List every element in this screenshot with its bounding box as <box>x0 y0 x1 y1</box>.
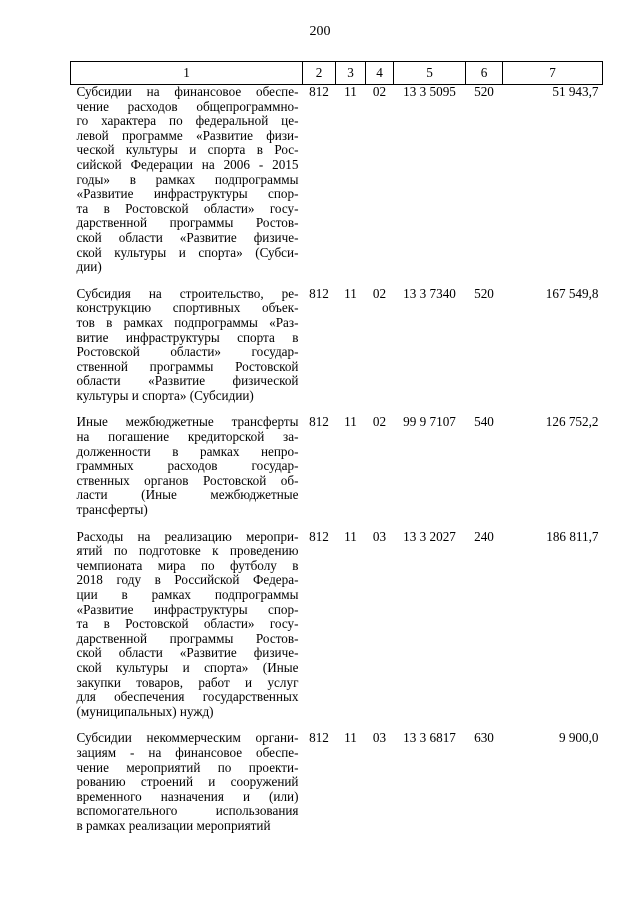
description-line: чемпионата мира по футболу в <box>76 557 299 573</box>
description-line: временного назначения и (или) <box>76 788 299 804</box>
row-description <box>71 85 303 287</box>
description-line: чение мероприятий по проекти- <box>76 759 299 775</box>
table-row <box>71 530 603 732</box>
description-line: ческой культуры и спорта в Рос- <box>76 142 299 158</box>
description-line: левой программе «Развитие физи- <box>76 127 299 143</box>
subsection-code: 02 <box>372 285 387 301</box>
description-line: ской области «Развитие физиче- <box>76 645 299 661</box>
description-line: трансферты) <box>76 502 148 518</box>
subsection-code: 02 <box>372 84 387 99</box>
section-code: 11 <box>344 285 357 301</box>
description-line: на погашение кредиторской за- <box>76 429 299 445</box>
description-line: дарственной программы Ростов- <box>76 215 299 231</box>
expense-type-code: 540 <box>474 414 494 430</box>
description-line: дии) <box>76 259 102 275</box>
description-line: «Развитие инфраструктуры спор- <box>76 601 299 617</box>
ministry-code: 812 <box>309 84 329 99</box>
description-line: сийской Федерации на 2006 - 2015 <box>76 156 299 172</box>
description-line: «Развитие инфраструктуры спор- <box>76 186 299 202</box>
table-row <box>71 85 603 287</box>
description-line: дарственной программы Ростов- <box>76 630 299 646</box>
description-line: граммных расходов государ- <box>76 458 299 474</box>
target-article-code: 13 3 7340 <box>403 285 456 301</box>
ministry-code: 812 <box>309 414 329 430</box>
description-line: Субсидия на строительство, ре- <box>76 285 299 301</box>
description-line: та в Ростовской области» госу- <box>76 616 299 632</box>
header-col-2: 2 <box>303 62 336 85</box>
description-line: чение расходов общепрограммно- <box>76 98 299 114</box>
description-line: (муниципальных) нужд) <box>76 703 214 719</box>
row-description <box>71 287 303 416</box>
description-line: рованию строений и сооружений <box>76 774 299 790</box>
amount: 9 900,0 <box>558 730 599 746</box>
description-line: ской культуры и спорта» (Иные <box>76 659 299 675</box>
description-line: тов в рамках подпрограммы «Раз- <box>76 314 299 330</box>
subsection-code: 03 <box>372 730 387 746</box>
section-code: 11 <box>344 414 357 430</box>
target-article-code: 13 3 5095 <box>403 84 456 99</box>
amount: 126 752,2 <box>545 414 599 430</box>
description-line: области «Развитие физической <box>76 373 299 389</box>
subsection-code: 03 <box>372 528 387 544</box>
header-col-6: 6 <box>466 62 503 85</box>
description-line: вспомогательного использования <box>76 803 299 819</box>
expense-type-code: 520 <box>474 84 494 99</box>
description-line: та в Ростовской области» госу- <box>76 200 299 216</box>
page-number: 200 <box>309 24 331 39</box>
section-code: 11 <box>344 84 357 99</box>
amount: 186 811,7 <box>546 528 599 544</box>
amount: 51 943,7 <box>552 84 599 99</box>
table-row <box>71 415 603 529</box>
row-description <box>71 415 303 529</box>
description-line: ской культуры и спорта» (Субси- <box>76 244 299 260</box>
description-line: конструкцию спортивных объек- <box>76 300 299 316</box>
subsection-code: 02 <box>372 414 387 430</box>
description-line: ственной программы Ростовской <box>76 358 299 374</box>
header-col-4: 4 <box>366 62 394 85</box>
description-line: 2018 году в Российской Федера- <box>76 572 299 588</box>
header-col-7: 7 <box>503 62 603 85</box>
description-line: Иные межбюджетные трансферты <box>76 414 299 430</box>
description-line: ции в рамках подпрограммы <box>76 587 299 602</box>
table-row <box>71 287 603 416</box>
target-article-code: 13 3 2027 <box>403 528 456 544</box>
target-article-code: 13 3 6817 <box>403 730 456 746</box>
ministry-code: 812 <box>309 528 329 544</box>
amount: 167 549,8 <box>545 285 599 301</box>
description-line: ственных органов Ростовской об- <box>76 472 299 488</box>
table-row <box>71 731 603 845</box>
expense-type-code: 240 <box>474 528 494 544</box>
description-line: Расходы на реализацию меропри- <box>76 528 299 544</box>
description-line: Субсидии на финансовое обеспе- <box>76 84 299 99</box>
expense-type-code: 520 <box>474 285 494 301</box>
description-line: ласти (Иные межбюджетные <box>76 487 299 503</box>
header-col-3: 3 <box>336 62 366 85</box>
section-code: 11 <box>344 730 357 746</box>
budget-table <box>70 61 603 846</box>
description-line: ской области «Развитие физиче- <box>76 229 299 245</box>
table-header-row <box>71 62 603 85</box>
ministry-code: 812 <box>309 730 329 746</box>
description-line: зациям - на финансовое обеспе- <box>76 744 299 760</box>
ministry-code: 812 <box>309 285 329 301</box>
description-line: Субсидии некоммерческим органи- <box>76 730 299 746</box>
description-line: культуры и спорта» (Субсидии) <box>76 387 254 403</box>
header-col-1: 1 <box>71 62 303 85</box>
description-line: закупки товаров, работ и услуг <box>76 674 299 690</box>
description-line: Ростовской области» государ- <box>76 344 299 360</box>
description-line: для обеспечения государственных <box>76 689 299 705</box>
description-line: ятий по подготовке к проведению <box>76 543 299 559</box>
description-line: го характера по федеральной це- <box>76 113 299 129</box>
description-line: годы» в рамках подпрограммы <box>76 171 299 187</box>
description-line: долженности в рамках непро- <box>76 443 299 459</box>
target-article-code: 99 9 7107 <box>403 414 456 430</box>
row-description <box>71 530 303 732</box>
expense-type-code: 630 <box>474 730 494 746</box>
description-line: в рамках реализации мероприятий <box>76 817 271 833</box>
section-code: 11 <box>344 528 357 544</box>
row-description <box>71 731 303 845</box>
description-line: витие инфраструктуры спорта в <box>76 329 299 345</box>
header-col-5: 5 <box>394 62 466 85</box>
table-body <box>71 85 603 846</box>
